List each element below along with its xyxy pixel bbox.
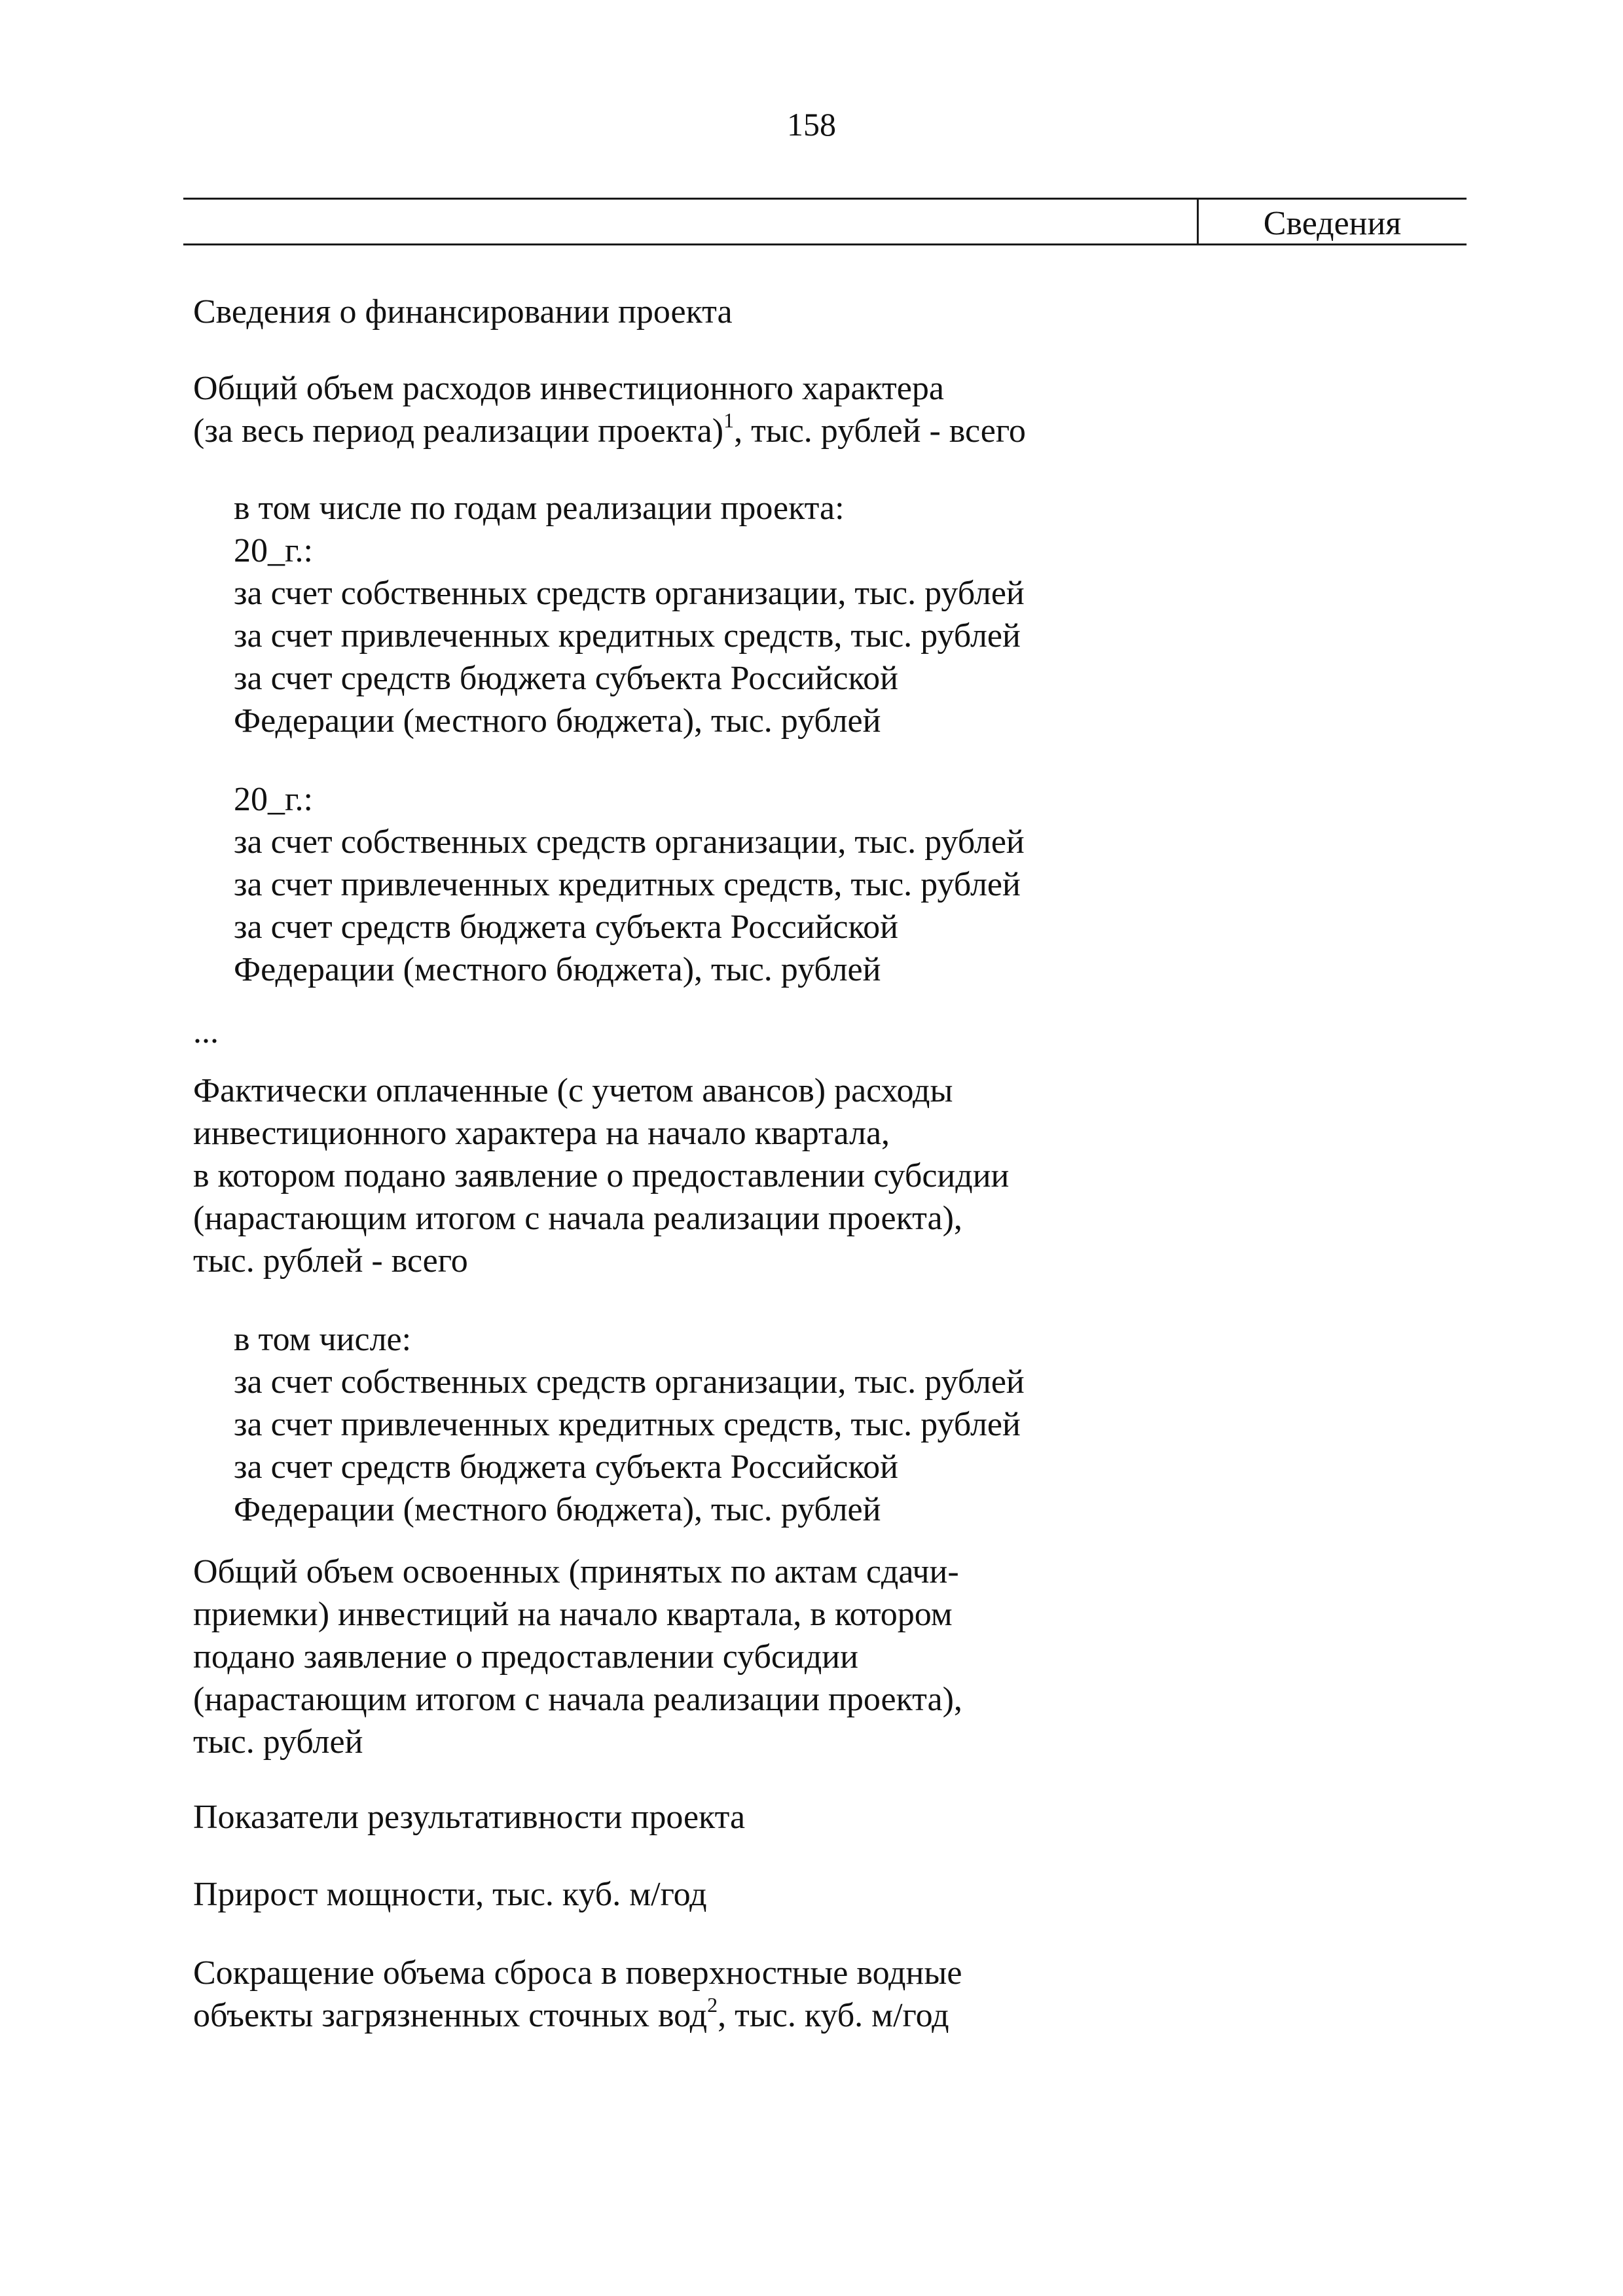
- actual-paid-line-5: тыс. рублей - всего: [193, 1242, 468, 1280]
- budget-funds-line-2: Федерации (местного бюджета), тыс. рублей: [234, 1491, 881, 1528]
- total-expense-unit: , тыс. рублей - всего: [734, 412, 1026, 450]
- financing-title: Сведения о финансировании проекта: [193, 293, 733, 331]
- own-funds-line: за счет собственных средств организации, тыс. рублей: [234, 823, 1025, 861]
- budget-funds-line-1: за счет средств бюджета субъекта Российской: [234, 1448, 898, 1486]
- budget-funds-line-2: Федерации (местного бюджета), тыс. рублей: [234, 951, 881, 988]
- budget-funds-line-1: за счет средств бюджета субъекта Российской: [234, 908, 898, 946]
- page-number: 158: [787, 106, 836, 143]
- mastered-line-3: подано заявление о предоставлении субсидии: [193, 1638, 858, 1676]
- discharge-reduction-line-2: [193, 1995, 949, 2037]
- mastered-line-2: приемки) инвестиций на начало квартала, в котором: [193, 1596, 953, 1633]
- mastered-line-5: тыс. рублей: [193, 1723, 363, 1761]
- budget-funds-line-2: Федерации (местного бюджета), тыс. рублей: [234, 702, 881, 740]
- performance-title: Показатели результативности проекта: [193, 1799, 746, 1836]
- own-funds-line: за счет собственных средств организации, тыс. рублей: [234, 1363, 1025, 1401]
- mastered-line-1: Общий объем освоенных (принятых по актам сдачи-: [193, 1553, 959, 1590]
- capacity-growth: Прирост мощности, тыс. куб. м/год: [193, 1876, 707, 1913]
- actual-paid-line-4: (нарастающим итогом с начала реализации проекта),: [193, 1200, 962, 1237]
- credit-funds-line: за счет привлеченных кредитных средств, тыс. рублей: [234, 617, 1021, 655]
- total-expense-line-1: Общий объем расходов инвестиционного характера: [193, 370, 944, 407]
- budget-funds-line-1: за счет средств бюджета субъекта Российской: [234, 660, 898, 697]
- footnote-ref-1: 1: [723, 408, 735, 432]
- total-expense-line-2: [193, 410, 1026, 452]
- year-label: 20_г.:: [234, 532, 313, 569]
- actual-paid-line-3: в котором подано заявление о предоставлении субсидии: [193, 1157, 1010, 1194]
- ellipsis: ...: [193, 1013, 219, 1050]
- footnote-ref-2: 2: [707, 1993, 718, 2017]
- total-expense-text: (за весь период реализации проекта): [193, 412, 724, 450]
- actual-paid-including: в том числе:: [234, 1321, 412, 1358]
- year-label: 20_г.:: [234, 781, 313, 818]
- mastered-line-4: (нарастающим итогом с начала реализации проекта),: [193, 1681, 962, 1718]
- header-column-label: Сведения: [1263, 205, 1402, 242]
- actual-paid-line-2: инвестиционного характера на начало квартала,: [193, 1115, 890, 1152]
- discharge-reduction-unit: , тыс. куб. м/год: [718, 1997, 949, 2034]
- credit-funds-line: за счет привлеченных кредитных средств, тыс. рублей: [234, 866, 1021, 903]
- own-funds-line: за счет собственных средств организации, тыс. рублей: [234, 575, 1025, 612]
- by-years-intro: в том числе по годам реализации проекта:: [234, 490, 845, 527]
- discharge-reduction-text: объекты загрязненных сточных вод: [193, 1997, 708, 2034]
- actual-paid-line-1: Фактически оплаченные (с учетом авансов) расходы: [193, 1072, 953, 1109]
- discharge-reduction-line-1: Сокращение объема сброса в поверхностные водные: [193, 1954, 962, 1992]
- credit-funds-line: за счет привлеченных кредитных средств, тыс. рублей: [234, 1406, 1021, 1443]
- header-top-rule: [183, 198, 1467, 200]
